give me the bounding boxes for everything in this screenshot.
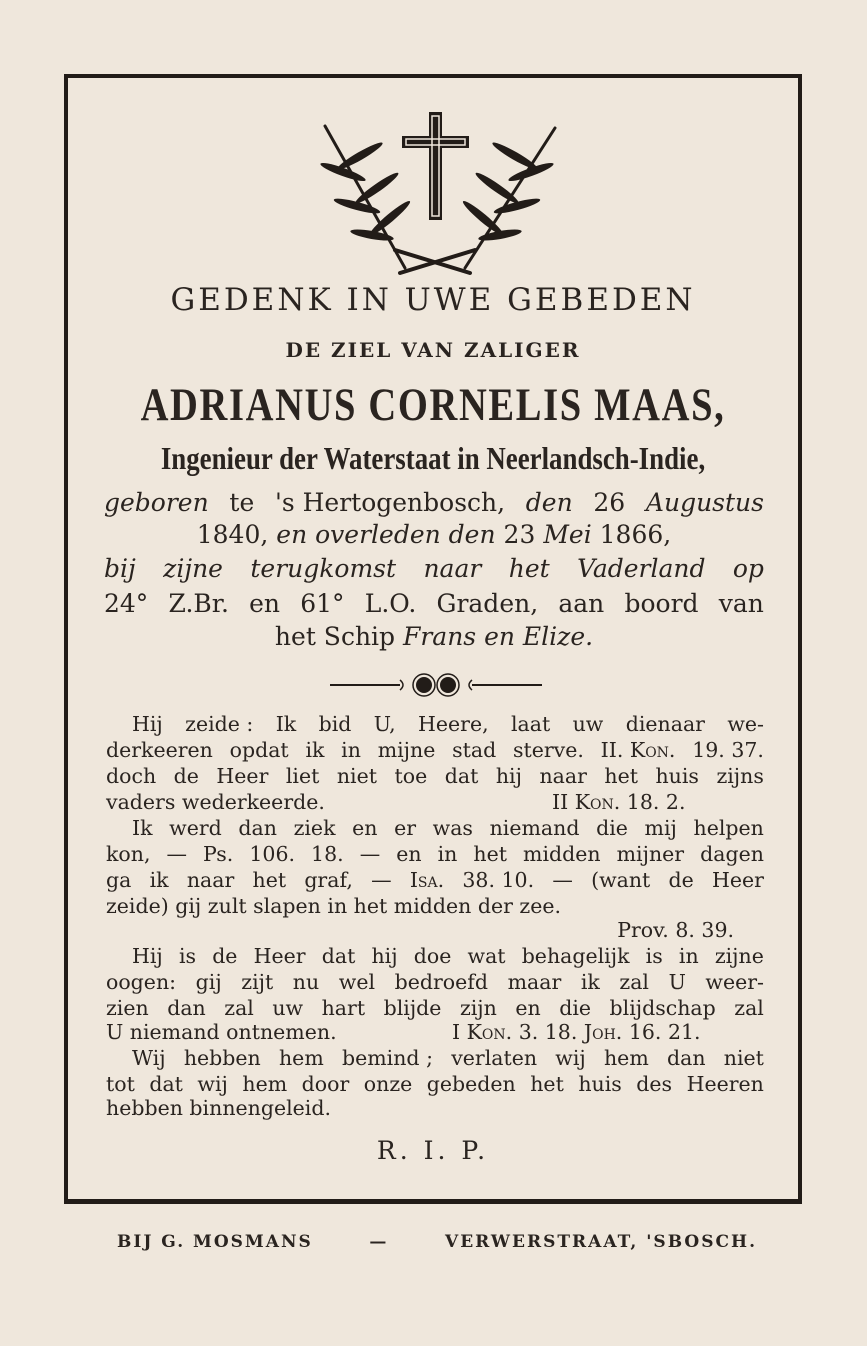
word: dienaar: [625, 712, 705, 736]
text-line: [106, 996, 764, 1022]
word: wat: [467, 944, 506, 968]
word: het: [252, 868, 287, 892]
printer-address: VERWERSTRAAT, 'SBOSCH.: [445, 1232, 757, 1252]
word: wel: [338, 970, 376, 994]
word: doe: [413, 944, 452, 968]
coordinates-line: [104, 589, 764, 618]
word: het: [604, 764, 638, 788]
word: U: [668, 970, 686, 994]
word: mij: [644, 816, 677, 840]
word: wij: [555, 1046, 586, 1070]
word: Ps.: [203, 842, 234, 866]
word: en: [352, 816, 378, 840]
word: ik: [580, 970, 600, 994]
word: wij: [197, 1072, 228, 1096]
word: mijner: [616, 842, 685, 866]
word: niet: [336, 764, 377, 788]
imprint-dash: —: [369, 1232, 389, 1252]
text-line: [106, 1046, 764, 1072]
word: de: [668, 868, 694, 892]
word: dan: [238, 816, 277, 840]
born-word: geboren: [104, 488, 209, 517]
word: Wij: [132, 1046, 166, 1070]
word: ik: [149, 868, 169, 892]
word: we-: [727, 712, 764, 736]
word: opdat: [229, 738, 289, 762]
word: naar: [539, 764, 587, 788]
text-line: [106, 738, 764, 764]
word: en: [396, 842, 422, 866]
word: het: [530, 1072, 564, 1096]
word: die: [559, 996, 592, 1020]
word: zijne: [714, 944, 764, 968]
word: dat: [321, 944, 356, 968]
death-year: 1866,: [599, 520, 672, 549]
word: sterve.: [512, 738, 584, 762]
deceased-title: Ingenieur der Waterstaat in Neerlandsch-Indie,: [160, 440, 706, 476]
word: ziek: [293, 816, 336, 840]
word: in: [341, 738, 361, 762]
word: liet: [285, 764, 320, 788]
word: het: [508, 554, 550, 583]
word: werd: [169, 816, 222, 840]
word: hart: [321, 996, 366, 1020]
word: dat: [149, 1072, 183, 1096]
word: is: [645, 944, 663, 968]
word: 61°: [300, 589, 345, 618]
word: Graden,: [436, 589, 539, 618]
word: tot: [106, 1072, 135, 1096]
heading-line-1: GEDENK IN UWE GEBEDEN: [170, 282, 696, 318]
deceased-name: ADRIANUS CORNELIS MAAS,: [140, 379, 726, 431]
birth-month: Augustus: [645, 488, 764, 517]
text-line: [106, 1020, 764, 1046]
word: naar: [186, 868, 235, 892]
word: bij: [104, 554, 136, 583]
word: op: [732, 554, 764, 583]
word: hem: [278, 1046, 324, 1070]
word: zijns: [716, 764, 764, 788]
word: zien: [106, 996, 149, 1020]
word: doch: [106, 764, 157, 788]
word: Z.Br.: [168, 589, 229, 618]
te-word: te: [229, 488, 255, 517]
bible-reference: 19. 37.: [692, 738, 764, 762]
word: van: [718, 589, 764, 618]
word: en: [515, 996, 541, 1020]
text-segment: U niemand ontnemen.: [106, 1020, 337, 1044]
word: bemind ;: [341, 1046, 433, 1070]
printer-imprint: [117, 1232, 757, 1252]
word: uw: [272, 996, 304, 1020]
word: —: [371, 868, 392, 892]
word: hebben: [183, 1046, 261, 1070]
word: blijdschap: [609, 996, 716, 1020]
word: Heere,: [418, 712, 489, 736]
text-line: [106, 970, 764, 996]
word: 106.: [249, 842, 296, 866]
bible-reference: II. Kon.: [600, 738, 676, 762]
text-line: [106, 944, 764, 970]
word: des: [636, 1072, 673, 1096]
word: niemand: [489, 816, 580, 840]
word: was: [432, 816, 473, 840]
word: blijde: [383, 996, 442, 1020]
died-phrase: en overleden den: [276, 520, 496, 549]
word: maar: [507, 970, 562, 994]
word: dagen: [700, 842, 764, 866]
text-line: [106, 712, 764, 738]
word: behagelijk: [521, 944, 630, 968]
word: L.O.: [364, 589, 417, 618]
word: aan: [558, 589, 605, 618]
word: Heer: [253, 944, 306, 968]
text-line: [106, 842, 764, 868]
word: Hij: [132, 944, 163, 968]
word: hem: [242, 1072, 288, 1096]
word: (want: [591, 868, 651, 892]
word: er: [394, 816, 417, 840]
word: de: [173, 764, 199, 788]
bible-reference: Prov. 8. 39.: [617, 918, 734, 942]
word: midden: [523, 842, 601, 866]
word: is: [178, 944, 197, 968]
text-line: [106, 790, 764, 816]
word: Heer: [712, 868, 764, 892]
word: toe: [394, 764, 428, 788]
cross-with-palm-branches-icon: [305, 108, 565, 278]
return-line: [104, 554, 764, 583]
text-line: [106, 764, 764, 790]
word: in: [437, 842, 458, 866]
word: hem: [603, 1046, 649, 1070]
ornamental-divider-icon: [330, 670, 542, 700]
word: en: [249, 589, 281, 618]
word: zijn: [459, 996, 497, 1020]
word: het: [473, 842, 507, 866]
word: helpen: [693, 816, 764, 840]
word: oogen:: [106, 970, 177, 994]
word: in: [678, 944, 699, 968]
word: dan: [167, 996, 206, 1020]
word: niet: [723, 1046, 764, 1070]
word: gebeden: [426, 1072, 516, 1096]
word: die: [596, 816, 628, 840]
word: hij: [495, 764, 522, 788]
ship-name: Frans en Elize.: [403, 622, 594, 651]
word: naar: [423, 554, 482, 583]
word: stad: [452, 738, 497, 762]
word: Heeren: [686, 1072, 764, 1096]
birthplace: 's Hertogenbosch,: [274, 488, 506, 517]
word: —: [359, 842, 381, 866]
bible-reference: 38. 10.: [462, 868, 535, 892]
word: zal: [224, 996, 254, 1020]
word: dat: [444, 764, 479, 788]
word: ik: [305, 738, 325, 762]
rip-closing: R. I. P.: [376, 1136, 490, 1165]
word: U,: [373, 712, 396, 736]
death-month: Mei: [543, 520, 592, 549]
word: boord: [624, 589, 699, 618]
word: ga: [106, 868, 132, 892]
word: de: [212, 944, 238, 968]
word: zijne: [163, 554, 223, 583]
word: mijne: [377, 738, 436, 762]
text-line: [106, 816, 764, 842]
text-line: zeide) gij zult slapen in het midden der zee.: [106, 894, 562, 918]
birth-line: [104, 488, 764, 517]
word: 18.: [311, 842, 344, 866]
word: onze: [363, 1072, 413, 1096]
heading-line-2: DE ZIEL VAN ZALIGER: [285, 338, 581, 362]
word: —: [166, 842, 188, 866]
bible-reference: Isa.: [409, 868, 445, 892]
word: Hij: [132, 712, 163, 736]
word: bedroefd: [394, 970, 488, 994]
death-day: 23: [503, 520, 536, 549]
text-line: hebben binnengeleid.: [106, 1096, 331, 1120]
den-word: den: [525, 488, 573, 517]
ship-line: [104, 622, 764, 651]
word: kon,: [106, 842, 151, 866]
word: graf,: [304, 868, 353, 892]
birth-year: 1840,: [196, 520, 269, 549]
word: nu: [292, 970, 320, 994]
word: laat: [510, 712, 551, 736]
word: Heer: [216, 764, 269, 788]
word: zal: [619, 970, 649, 994]
word: 24°: [104, 589, 149, 618]
word: weer-: [705, 970, 764, 994]
word: gij: [195, 970, 222, 994]
ship-prefix: het Schip: [274, 622, 396, 651]
word: zeide :: [185, 712, 254, 736]
text-segment: vaders wederkeerde.: [106, 790, 325, 814]
word: huis: [578, 1072, 622, 1096]
bible-reference: I Kon. 3. 18. Joh. 16. 21.: [452, 1020, 701, 1044]
word: terugkomst: [250, 554, 397, 583]
bible-reference: II Kon. 18. 2.: [552, 790, 686, 814]
word: uw: [572, 712, 604, 736]
text-line: [106, 868, 764, 894]
printer-name: BIJ G. MOSMANS: [117, 1232, 313, 1252]
word: zijt: [241, 970, 274, 994]
word: Ik: [132, 816, 153, 840]
word: hij: [371, 944, 398, 968]
word: door: [301, 1072, 350, 1096]
word: dan: [666, 1046, 706, 1070]
word: derkeeren: [106, 738, 213, 762]
word: Ik: [275, 712, 297, 736]
word: huis: [655, 764, 699, 788]
word: —: [552, 868, 573, 892]
word: Vaderland: [577, 554, 706, 583]
word: verlaten: [451, 1046, 538, 1070]
word: zal: [734, 996, 764, 1020]
text-line: [106, 1072, 764, 1098]
word: bid: [318, 712, 352, 736]
death-line: [104, 520, 764, 549]
birth-day: 26: [593, 488, 626, 517]
